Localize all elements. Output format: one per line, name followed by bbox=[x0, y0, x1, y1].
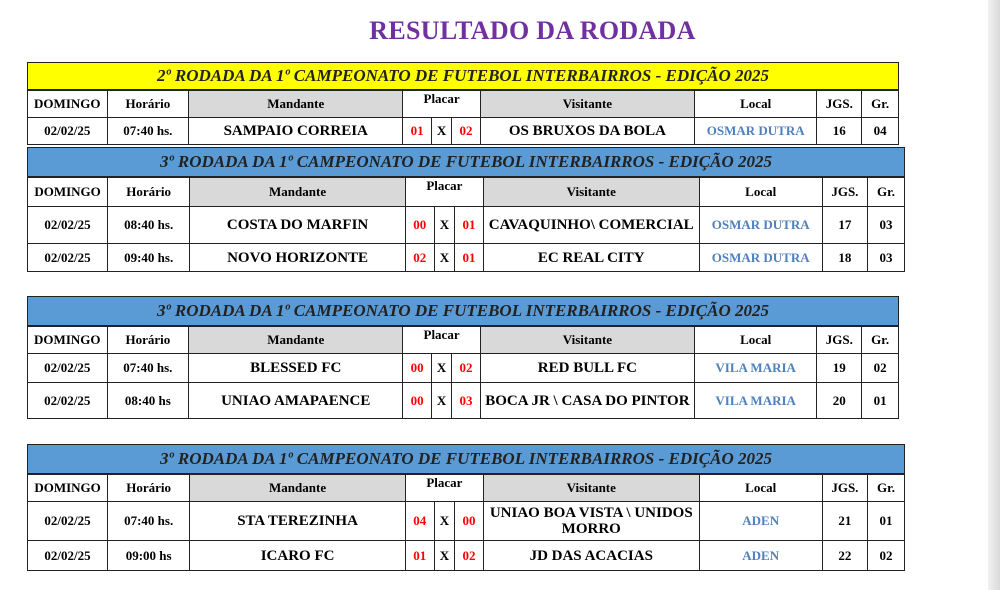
round-banner: 3º RODADA DA 1º CAMPEONATO DE FUTEBOL INTERBAIRROS - EDIÇÃO 2025 bbox=[27, 147, 905, 177]
results-table bbox=[27, 90, 899, 145]
page-edge bbox=[988, 0, 1000, 590]
score-separator: X bbox=[434, 502, 455, 541]
home-team: UNIAO AMAPAENCE bbox=[189, 383, 403, 419]
table-header-row bbox=[28, 475, 905, 502]
header-domingo: DOMINGO bbox=[28, 178, 108, 207]
away-score: 02 bbox=[455, 541, 484, 571]
header-domingo: DOMINGO bbox=[28, 475, 108, 502]
match-date: 02/02/25 bbox=[28, 244, 108, 272]
match-time: 07:40 hs. bbox=[107, 354, 189, 383]
header-jogos: JGS. bbox=[817, 91, 862, 118]
round-section bbox=[27, 296, 899, 419]
group-number: 02 bbox=[867, 541, 904, 571]
home-team: NOVO HORIZONTE bbox=[190, 244, 406, 272]
match-time: 07:40 hs. bbox=[108, 502, 190, 541]
game-number: 18 bbox=[822, 244, 867, 272]
header-placar: Placar bbox=[403, 327, 480, 354]
match-time: 09:00 hs bbox=[108, 541, 190, 571]
header-grupo: Gr. bbox=[862, 91, 899, 118]
header-horario: Horário bbox=[107, 91, 189, 118]
home-score: 01 bbox=[405, 541, 434, 571]
venue: OSMAR DUTRA bbox=[694, 118, 816, 145]
home-score: 04 bbox=[405, 502, 434, 541]
home-team: STA TEREZINHA bbox=[190, 502, 406, 541]
venue: ADEN bbox=[699, 541, 822, 571]
group-number: 04 bbox=[862, 118, 899, 145]
home-team: SAMPAIO CORREIA bbox=[189, 118, 403, 145]
venue: ADEN bbox=[699, 502, 822, 541]
header-placar: Placar bbox=[405, 475, 483, 502]
table-header-row bbox=[28, 91, 899, 118]
table-header-row bbox=[28, 327, 899, 354]
match-date: 02/02/25 bbox=[28, 541, 108, 571]
round-section bbox=[27, 444, 905, 571]
home-score: 00 bbox=[403, 383, 432, 419]
group-number: 03 bbox=[867, 244, 904, 272]
home-team: BLESSED FC bbox=[189, 354, 403, 383]
venue: VILA MARIA bbox=[694, 383, 816, 419]
score-separator: X bbox=[434, 244, 455, 272]
game-number: 16 bbox=[817, 118, 862, 145]
header-mandante: Mandante bbox=[189, 327, 403, 354]
score-separator: X bbox=[431, 354, 451, 383]
header-jogos: JGS. bbox=[822, 178, 867, 207]
header-placar: Placar bbox=[405, 178, 483, 207]
header-visitante: Visitante bbox=[480, 327, 694, 354]
match-time: 08:40 hs. bbox=[108, 207, 190, 244]
table-row bbox=[28, 383, 899, 419]
match-time: 07:40 hs. bbox=[107, 118, 189, 145]
away-score: 01 bbox=[455, 244, 484, 272]
game-number: 22 bbox=[822, 541, 867, 571]
results-table bbox=[27, 474, 905, 571]
cropped-header-text bbox=[150, 0, 910, 2]
group-number: 01 bbox=[867, 502, 904, 541]
table-row bbox=[28, 354, 899, 383]
header-mandante: Mandante bbox=[189, 91, 403, 118]
table-row bbox=[28, 207, 905, 244]
home-score: 00 bbox=[403, 354, 432, 383]
header-horario: Horário bbox=[107, 327, 189, 354]
header-local: Local bbox=[694, 91, 816, 118]
round-section bbox=[27, 62, 899, 145]
away-team: OS BRUXOS DA BOLA bbox=[480, 118, 694, 145]
table-row bbox=[28, 118, 899, 145]
away-score: 03 bbox=[452, 383, 481, 419]
group-number: 01 bbox=[862, 383, 899, 419]
game-number: 19 bbox=[817, 354, 862, 383]
header-mandante: Mandante bbox=[190, 178, 406, 207]
away-team: BOCA JR \ CASA DO PINTOR bbox=[480, 383, 694, 419]
header-domingo: DOMINGO bbox=[28, 91, 108, 118]
page-title: RESULTADO DA RODADA bbox=[369, 16, 696, 45]
score-separator: X bbox=[434, 207, 455, 244]
away-score: 01 bbox=[455, 207, 484, 244]
venue: VILA MARIA bbox=[694, 354, 816, 383]
away-team: RED BULL FC bbox=[480, 354, 694, 383]
score-separator: X bbox=[431, 118, 451, 145]
match-date: 02/02/25 bbox=[28, 207, 108, 244]
away-team: CAVAQUINHO\ COMERCIAL bbox=[483, 207, 699, 244]
away-score: 02 bbox=[452, 354, 481, 383]
round-banner: 2º RODADA DA 1º CAMPEONATO DE FUTEBOL INTERBAIRROS - EDIÇÃO 2025 bbox=[27, 62, 899, 90]
results-table bbox=[27, 177, 905, 272]
table-row bbox=[28, 502, 905, 541]
score-separator: X bbox=[434, 541, 455, 571]
home-team: COSTA DO MARFIN bbox=[190, 207, 406, 244]
game-number: 20 bbox=[817, 383, 862, 419]
game-number: 21 bbox=[822, 502, 867, 541]
group-number: 02 bbox=[862, 354, 899, 383]
home-team: ICARO FC bbox=[190, 541, 406, 571]
round-section bbox=[27, 147, 905, 272]
round-banner: 3º RODADA DA 1º CAMPEONATO DE FUTEBOL INTERBAIRROS - EDIÇÃO 2025 bbox=[27, 296, 899, 326]
match-time: 09:40 hs. bbox=[108, 244, 190, 272]
header-visitante: Visitante bbox=[483, 475, 699, 502]
header-jogos: JGS. bbox=[822, 475, 867, 502]
header-visitante: Visitante bbox=[480, 91, 694, 118]
score-separator: X bbox=[431, 383, 451, 419]
header-visitante: Visitante bbox=[483, 178, 699, 207]
header-local: Local bbox=[699, 475, 822, 502]
match-date: 02/02/25 bbox=[28, 354, 108, 383]
away-team: EC REAL CITY bbox=[483, 244, 699, 272]
match-time: 08:40 hs bbox=[107, 383, 189, 419]
header-grupo: Gr. bbox=[867, 178, 904, 207]
header-local: Local bbox=[694, 327, 816, 354]
header-placar: Placar bbox=[403, 91, 480, 118]
header-jogos: JGS. bbox=[817, 327, 862, 354]
results-table bbox=[27, 326, 899, 419]
table-row bbox=[28, 244, 905, 272]
table-header-row bbox=[28, 178, 905, 207]
header-domingo: DOMINGO bbox=[28, 327, 108, 354]
venue: OSMAR DUTRA bbox=[699, 244, 822, 272]
header-local: Local bbox=[699, 178, 822, 207]
home-score: 01 bbox=[403, 118, 432, 145]
away-score: 02 bbox=[452, 118, 481, 145]
match-date: 02/02/25 bbox=[28, 383, 108, 419]
table-row bbox=[28, 541, 905, 571]
header-horario: Horário bbox=[108, 178, 190, 207]
home-score: 00 bbox=[405, 207, 434, 244]
header-mandante: Mandante bbox=[190, 475, 406, 502]
group-number: 03 bbox=[867, 207, 904, 244]
round-banner: 3º RODADA DA 1º CAMPEONATO DE FUTEBOL INTERBAIRROS - EDIÇÃO 2025 bbox=[27, 444, 905, 474]
match-date: 02/02/25 bbox=[28, 502, 108, 541]
header-grupo: Gr. bbox=[867, 475, 904, 502]
game-number: 17 bbox=[822, 207, 867, 244]
away-team: JD DAS ACACIAS bbox=[483, 541, 699, 571]
away-team: UNIAO BOA VISTA \ UNIDOS MORRO bbox=[483, 502, 699, 541]
header-horario: Horário bbox=[108, 475, 190, 502]
header-grupo: Gr. bbox=[862, 327, 899, 354]
venue: OSMAR DUTRA bbox=[699, 207, 822, 244]
home-score: 02 bbox=[405, 244, 434, 272]
match-date: 02/02/25 bbox=[28, 118, 108, 145]
away-score: 00 bbox=[455, 502, 484, 541]
